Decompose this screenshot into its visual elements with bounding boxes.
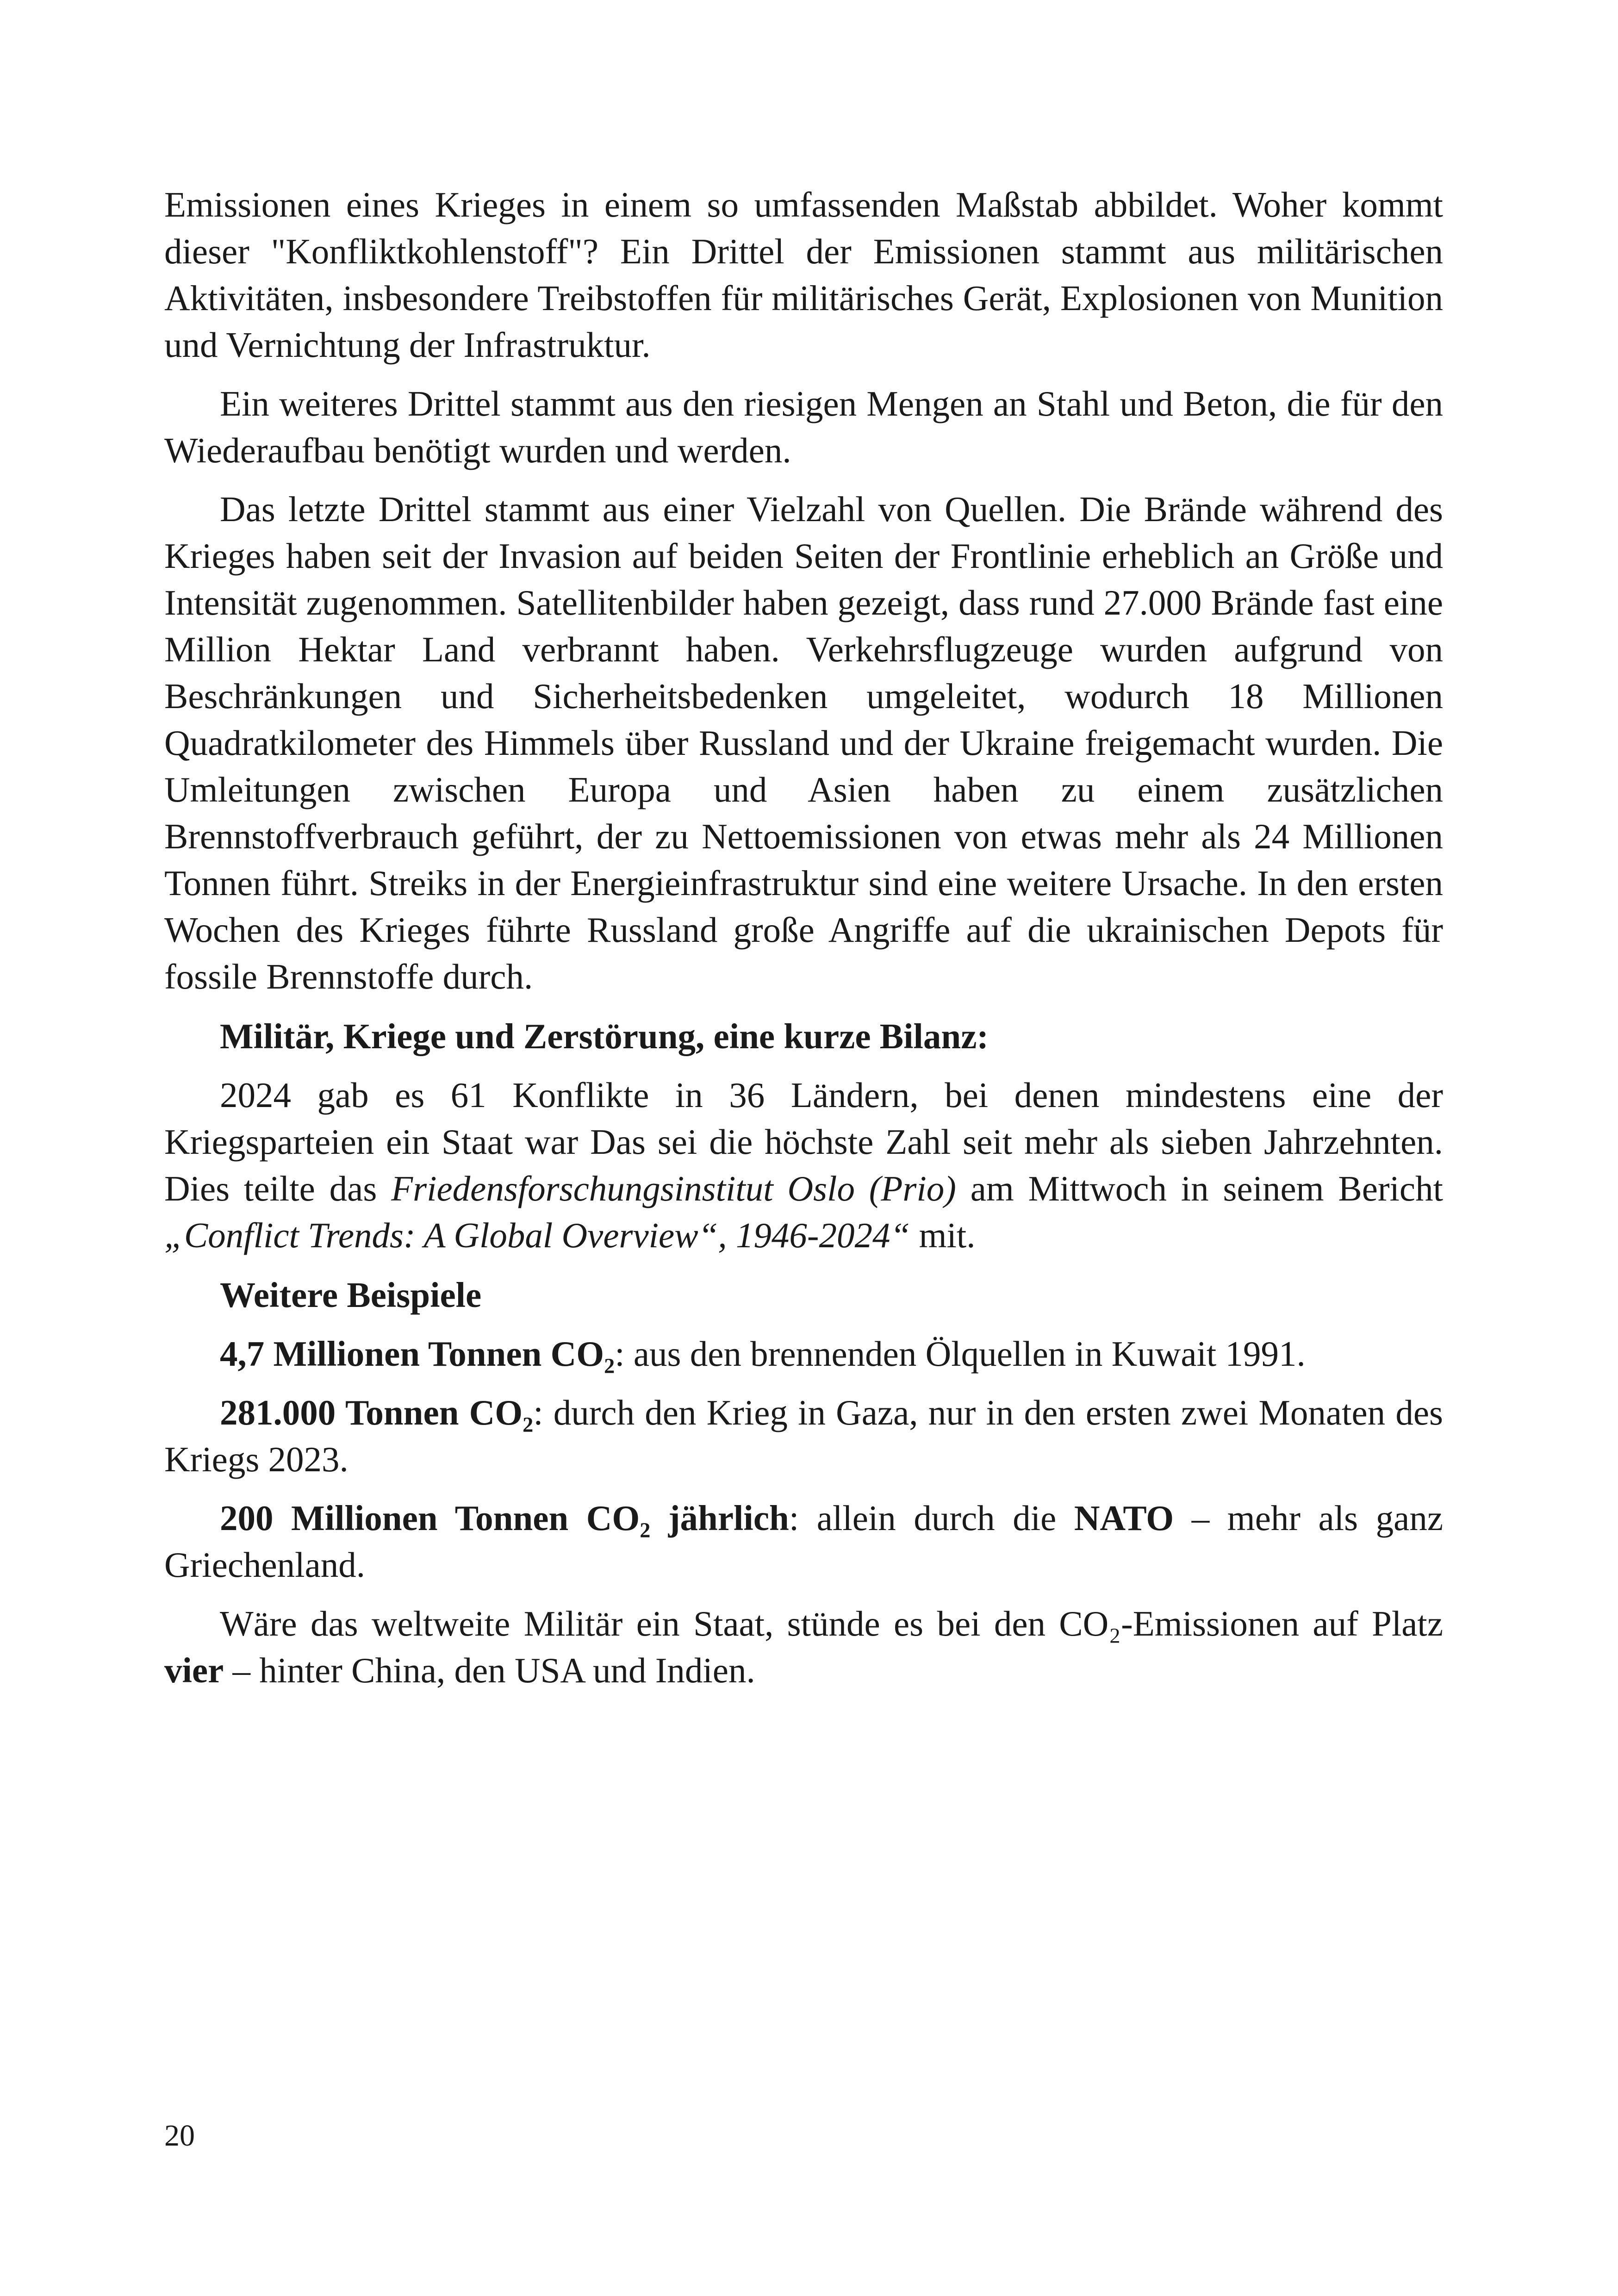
paragraph-text: – hinter China, den USA und Indien. [224,1650,755,1690]
section-heading [164,1013,1443,1060]
example-text: – mehr als ganz Griechenland. [164,1498,1443,1585]
example-text: : durch den Krieg in Gaza, nur in den ersten zwei Monaten des Kriegs 2023. [164,1393,1443,1479]
page-number: 20 [164,2119,195,2153]
section-heading [164,1272,1443,1319]
nato-label: NATO [1074,1498,1174,1538]
example-text: : allein durch die [789,1498,1074,1538]
paragraph-text: Das letzte Drittel stammt aus einer Vielzahl von Quellen. Die Brände während des Krieges haben seit der Invasion auf beiden Seiten der Frontlinie erheblich an Größe und Intensität zugenommen. Satellitenbilder haben gezeigt, dass rund 27.000 Brände fast eine Million Hektar Land verbrannt haben. Verkehrsflugzeuge wurden aufgrund von Beschränkungen und Sicherheitsbedenken umgeleitet, wodurch 18 Millionen Quadratkilometer des Himmels über Russland und der Ukraine freigemacht wurden. Die Umleitungen zwischen Europa und Asien haben zu einem zusätzlichen Brennstoffverbrauch geführt, der zu Nettoemissionen von etwas mehr als 24 Millionen Tonnen führt. Streiks in der Energieinfrastruktur sind eine weitere Ursache. In den ersten Wochen des Krieges führte Russland große Angriffe auf die ukrainischen Depots für fossile Brennstoffe durch. [164,489,1443,996]
paragraph [164,1600,1443,1694]
paragraph-text: Ein weiteres Drittel stammt aus den riesigen Mengen an Stahl und Beton, die für den Wiederaufbau benötigt wurden und werden. [164,384,1443,470]
section-heading-text: Militär, Kriege und Zerstörung, eine kurze Bilanz: [220,1016,989,1056]
example-item [164,1331,1443,1377]
example-item [164,1389,1443,1483]
paragraph [164,380,1443,474]
paragraph-text: Emissionen eines Krieges in einem so umfassenden Maßstab abbildet. Woher kommt dieser "Konfliktkohlenstoff"? Ein Drittel der Emissionen stammt aus militärischen Aktivitäten, insbesondere Treibstoffen für militärisches Gerät, Explosionen von Munition und Vernichtung der Infrastruktur. [164,185,1443,365]
example-figure: 281.000 Tonnen CO₂ [220,1393,534,1432]
paragraph-text: Wäre das weltweite Militär ein Staat, stünde es bei den CO₂-Emissionen auf Platz [220,1604,1443,1643]
body-text [164,181,1443,1694]
example-figure: 200 Millionen Tonnen CO₂ jährlich [220,1498,789,1538]
example-text: : aus den brennenden Ölquellen in Kuwait 1991. [615,1334,1306,1374]
rank-word: vier [164,1650,224,1690]
paragraph-text: 2024 gab es 61 Konflikte in 36 Ländern, bei denen mindestens eine der Kriegsparteien ein Staat war Das sei die höchste Zahl seit mehr als sieben Jahrzehnten. Dies teilte das [164,1075,1443,1208]
example-figure: 4,7 Millionen Tonnen CO₂ [220,1334,615,1374]
example-item [164,1495,1443,1588]
paragraph-text: am Mittwoch in seinem Bericht [956,1169,1443,1208]
paragraph [164,1072,1443,1259]
paragraph [164,181,1443,368]
report-title: „Conflict Trends: A Global Overview“, 1946-2024“ [164,1215,910,1255]
section-heading-text: Weitere Beispiele [220,1275,482,1315]
paragraph [164,486,1443,1000]
paragraph-text: mit. [910,1215,976,1255]
institute-name: Friedensforschungsinstitut Oslo (Prio) [391,1169,956,1208]
